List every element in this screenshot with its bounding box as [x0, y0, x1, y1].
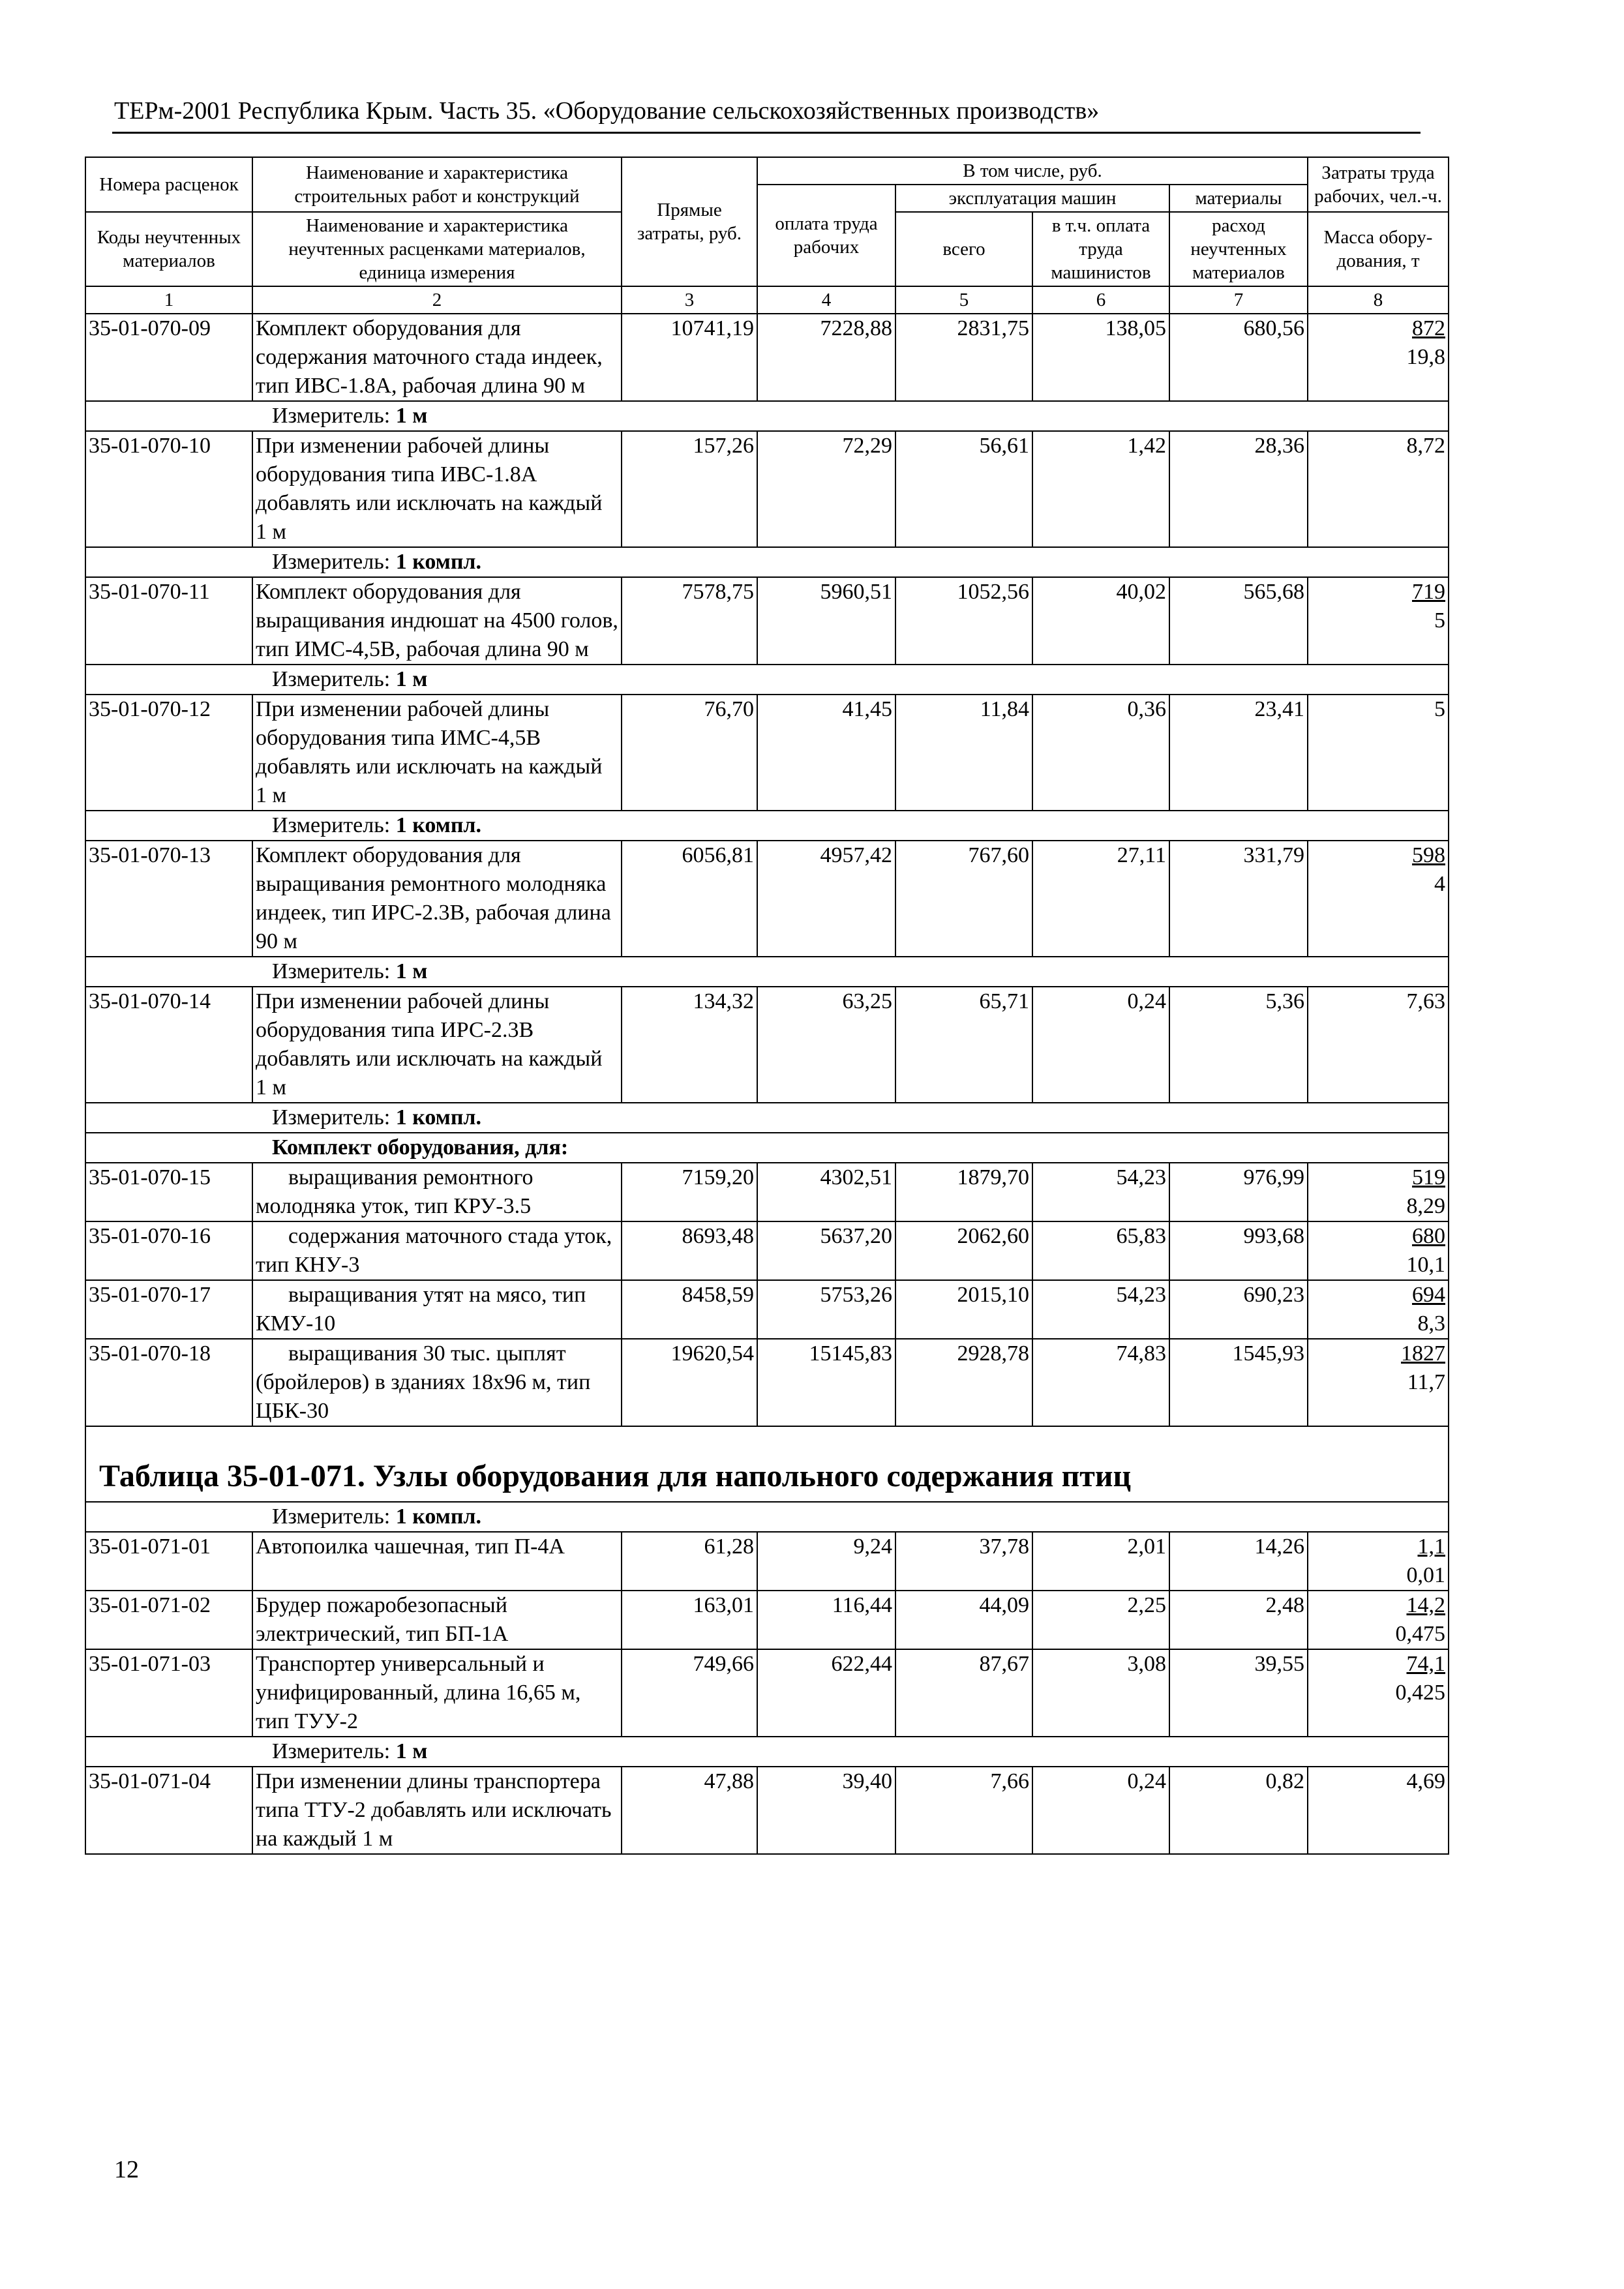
direct-costs: 47,88 [622, 1767, 757, 1854]
col-number: 4 [757, 286, 895, 314]
equipment-mass: 0,425 [1395, 1681, 1445, 1705]
head-labor-pay: оплата труда рабочих [757, 185, 895, 286]
labor-hours: 1,1 [1417, 1534, 1445, 1559]
head-machines: эксплуатация машин [895, 185, 1169, 212]
table-row [85, 1767, 1449, 1854]
materials: 28,36 [1169, 431, 1308, 547]
labor-hours: 74,1 [1406, 1652, 1445, 1676]
machines-total: 87,67 [895, 1649, 1032, 1737]
head-work-name: Наименование и характеристика строительных работ и конструкций [252, 157, 622, 212]
head-material-name: Наименование и характеристика неучтенных расценками материалов, единица измерения [252, 212, 622, 286]
rate-name: Комплект оборудования для выращивания индюшат на 4500 голов, тип ИМС-4,5В, рабочая длина 90 м [252, 577, 622, 665]
machines-labor: 2,25 [1032, 1591, 1169, 1649]
equipment-mass: 19,8 [1406, 345, 1445, 369]
table-row [85, 841, 1449, 957]
rate-code: 35-01-070-12 [85, 695, 252, 811]
col-number: 7 [1169, 286, 1308, 314]
rate-name-rest: уток, тип КНУ-3 [256, 1224, 612, 1277]
col-number: 3 [622, 286, 757, 314]
machines-total: 1052,56 [895, 577, 1032, 665]
labor-pay: 5637,20 [757, 1221, 895, 1280]
direct-costs: 76,70 [622, 695, 757, 811]
machines-total: 2831,75 [895, 314, 1032, 401]
rate-code: 35-01-070-14 [85, 987, 252, 1103]
subheader-row [85, 1133, 1449, 1163]
materials: 14,26 [1169, 1532, 1308, 1591]
labor-pay: 72,29 [757, 431, 895, 547]
head-direct-costs: Прямые затраты, руб. [622, 157, 757, 286]
materials: 23,41 [1169, 695, 1308, 811]
measure-unit: 1 компл. [395, 1504, 482, 1529]
head-material-codes: Коды неучтенных материалов [85, 212, 252, 286]
labor-hours: 598 [1412, 843, 1445, 867]
machines-labor: 54,23 [1032, 1163, 1169, 1221]
labor-and-mass [1308, 314, 1449, 401]
machines-labor: 74,83 [1032, 1339, 1169, 1426]
labor-pay: 7228,88 [757, 314, 895, 401]
measure-row [85, 1502, 1449, 1532]
materials: 690,23 [1169, 1280, 1308, 1339]
machines-total: 56,61 [895, 431, 1032, 547]
rate-code: 35-01-071-02 [85, 1591, 252, 1649]
rates-table [85, 157, 1449, 1855]
labor-hours: 7,63 [1406, 989, 1445, 1013]
measure-label: Измеритель: [272, 404, 391, 428]
materials: 976,99 [1169, 1163, 1308, 1221]
direct-costs: 134,32 [622, 987, 757, 1103]
rate-name: Комплект оборудования для содержания маточного стада индеек, тип ИВС-1.8А, рабочая длина 90 м [252, 314, 622, 401]
equipment-mass: 8,3 [1417, 1311, 1445, 1336]
rate-name: Автопоилка чашечная, тип П-4А [252, 1532, 622, 1591]
rate-code: 35-01-070-13 [85, 841, 252, 957]
table-caption: Таблица 35-01-071. Узлы оборудования для напольного содержания птиц [85, 1426, 1449, 1502]
machines-total: 11,84 [895, 695, 1032, 811]
measure-label: Измеритель: [272, 1504, 391, 1529]
rate-name-rest: (бройлеров) в зданиях 18х96 м, тип ЦБК-30 [256, 1370, 591, 1423]
table-row [85, 1339, 1449, 1426]
measure-label: Измеритель: [272, 667, 391, 691]
head-labor-cost: Затраты труда рабочих, чел.-ч. [1308, 157, 1449, 212]
page-header-title: ТЕРм-2001 Республика Крым. Часть 35. «Оборудование сельскохозяйственных производств» [114, 97, 1100, 125]
labor-hours: 4,69 [1406, 1769, 1445, 1793]
materials: 39,55 [1169, 1649, 1308, 1737]
labor-pay: 39,40 [757, 1767, 895, 1854]
labor-pay: 4302,51 [757, 1163, 895, 1221]
rate-name: При изменении рабочей длины оборудования типа ИМС-4,5В добавлять или исключать на каждый 1 м [252, 695, 622, 811]
table-row [85, 987, 1449, 1103]
measure-cell [85, 401, 1449, 431]
machines-total: 2062,60 [895, 1221, 1032, 1280]
machines-labor: 3,08 [1032, 1649, 1169, 1737]
measure-unit: 1 м [395, 1739, 428, 1763]
measure-unit: 1 компл. [395, 550, 482, 574]
rate-code: 35-01-071-04 [85, 1767, 252, 1854]
equipment-mass: 0,475 [1395, 1622, 1445, 1646]
head-including: В том числе, руб. [757, 157, 1308, 185]
rate-name-first: выращивания ремонтного [288, 1165, 534, 1189]
measure-row [85, 957, 1449, 987]
labor-and-mass [1308, 1532, 1449, 1591]
measure-unit: 1 м [395, 959, 428, 983]
measure-unit: 1 компл. [395, 1105, 482, 1130]
table-row [85, 1591, 1449, 1649]
labor-hours: 719 [1412, 580, 1445, 604]
direct-costs: 8458,59 [622, 1280, 757, 1339]
rate-name: При изменении рабочей длины оборудования типа ИРС-2.3В добавлять или исключать на каждый 1 м [252, 987, 622, 1103]
rate-name-first: выращивания 30 тыс. цыплят [288, 1341, 566, 1366]
head-machines-labor: в т.ч. оплата труда машинистов [1032, 212, 1169, 286]
labor-and-mass [1308, 987, 1449, 1103]
rate-code: 35-01-070-18 [85, 1339, 252, 1426]
measure-row [85, 665, 1449, 695]
machines-labor: 40,02 [1032, 577, 1169, 665]
header-rule [112, 132, 1421, 134]
equipment-mass: 4 [1434, 872, 1445, 896]
labor-pay: 5753,26 [757, 1280, 895, 1339]
labor-and-mass [1308, 1163, 1449, 1221]
head-machines-total: всего [895, 212, 1032, 286]
rate-name: Комплект оборудования для выращивания ремонтного молодняка индеек, тип ИРС-2.3В, рабочая длина 90 м [252, 841, 622, 957]
machines-labor: 65,83 [1032, 1221, 1169, 1280]
kit-subheader-text: Комплект оборудования, для: [272, 1135, 569, 1159]
labor-and-mass [1308, 431, 1449, 547]
measure-label: Измеритель: [272, 959, 391, 983]
machines-labor: 138,05 [1032, 314, 1169, 401]
machines-labor: 2,01 [1032, 1532, 1169, 1591]
labor-and-mass [1308, 841, 1449, 957]
kit-subheader [85, 1133, 1449, 1163]
labor-hours: 694 [1412, 1283, 1445, 1307]
direct-costs: 163,01 [622, 1591, 757, 1649]
direct-costs: 7578,75 [622, 577, 757, 665]
rate-name [252, 1280, 622, 1339]
rate-code: 35-01-070-09 [85, 314, 252, 401]
rate-code: 35-01-070-16 [85, 1221, 252, 1280]
rate-name-rest: КМУ-10 [256, 1311, 336, 1336]
machines-labor: 0,36 [1032, 695, 1169, 811]
rate-code: 35-01-070-15 [85, 1163, 252, 1221]
materials: 565,68 [1169, 577, 1308, 665]
labor-and-mass [1308, 1280, 1449, 1339]
table-body [85, 314, 1449, 1854]
rate-code: 35-01-070-11 [85, 577, 252, 665]
direct-costs: 19620,54 [622, 1339, 757, 1426]
equipment-mass: 0,01 [1406, 1563, 1445, 1587]
measure-cell [85, 547, 1449, 577]
measure-row [85, 401, 1449, 431]
labor-and-mass [1308, 1767, 1449, 1854]
labor-and-mass [1308, 1221, 1449, 1280]
machines-total: 767,60 [895, 841, 1032, 957]
rate-name-first: содержания маточного стада [288, 1224, 559, 1248]
labor-pay: 622,44 [757, 1649, 895, 1737]
page-number: 12 [114, 2156, 139, 2183]
col-number: 6 [1032, 286, 1169, 314]
direct-costs: 10741,19 [622, 314, 757, 401]
machines-total: 2015,10 [895, 1280, 1032, 1339]
rate-code: 35-01-071-03 [85, 1649, 252, 1737]
measure-cell [85, 957, 1449, 987]
measure-row [85, 1737, 1449, 1767]
table-head [85, 157, 1449, 314]
labor-hours: 5 [1434, 697, 1445, 721]
materials: 0,82 [1169, 1767, 1308, 1854]
rate-code: 35-01-070-17 [85, 1280, 252, 1339]
materials: 2,48 [1169, 1591, 1308, 1649]
direct-costs: 749,66 [622, 1649, 757, 1737]
direct-costs: 61,28 [622, 1532, 757, 1591]
equipment-mass: 10,1 [1406, 1253, 1445, 1277]
head-materials-unaccounted: расход неучтенных материалов [1169, 212, 1308, 286]
measure-cell [85, 1502, 1449, 1532]
labor-hours: 14,2 [1406, 1593, 1445, 1617]
labor-and-mass [1308, 577, 1449, 665]
rate-name: При изменении рабочей длины оборудования типа ИВС-1.8А добавлять или исключать на каждый 1 м [252, 431, 622, 547]
rate-name [252, 1221, 622, 1280]
direct-costs: 8693,48 [622, 1221, 757, 1280]
labor-pay: 116,44 [757, 1591, 895, 1649]
rate-name [252, 1163, 622, 1221]
table-row [85, 1221, 1449, 1280]
materials: 331,79 [1169, 841, 1308, 957]
labor-pay: 4957,42 [757, 841, 895, 957]
rate-name: Брудер пожаробезопасный электрический, тип БП-1А [252, 1591, 622, 1649]
measure-unit: 1 м [395, 404, 428, 428]
rate-name: При изменении длины транспортера типа ТТУ-2 добавлять или исключать на каждый 1 м [252, 1767, 622, 1854]
measure-label: Измеритель: [272, 1105, 391, 1130]
labor-pay: 9,24 [757, 1532, 895, 1591]
equipment-mass: 5 [1434, 608, 1445, 633]
head-equipment-mass: Масса обору-дования, т [1308, 212, 1449, 286]
measure-label: Измеритель: [272, 813, 391, 837]
rate-name-rest: молодняка уток, тип КРУ-3.5 [256, 1194, 532, 1218]
head-materials: материалы [1169, 185, 1308, 212]
machines-labor: 54,23 [1032, 1280, 1169, 1339]
labor-and-mass [1308, 695, 1449, 811]
measure-cell [85, 811, 1449, 841]
table-row [85, 1280, 1449, 1339]
table-row [85, 1649, 1449, 1737]
table-row [85, 1163, 1449, 1221]
labor-and-mass [1308, 1649, 1449, 1737]
table-caption-row [85, 1426, 1449, 1502]
machines-labor: 27,11 [1032, 841, 1169, 957]
measure-label: Измеритель: [272, 1739, 391, 1763]
labor-pay: 5960,51 [757, 577, 895, 665]
machines-total: 37,78 [895, 1532, 1032, 1591]
table-row [85, 431, 1449, 547]
col-number: 2 [252, 286, 622, 314]
measure-cell [85, 1103, 1449, 1133]
materials: 680,56 [1169, 314, 1308, 401]
labor-hours: 680 [1412, 1224, 1445, 1248]
labor-hours: 1827 [1401, 1341, 1445, 1366]
direct-costs: 157,26 [622, 431, 757, 547]
col-number: 8 [1308, 286, 1449, 314]
machines-total: 65,71 [895, 987, 1032, 1103]
measure-unit: 1 м [395, 667, 428, 691]
machines-total: 7,66 [895, 1767, 1032, 1854]
measure-label: Измеритель: [272, 550, 391, 574]
rate-name-first: выращивания утят на мясо, тип [288, 1283, 586, 1307]
measure-cell [85, 665, 1449, 695]
machines-labor: 0,24 [1032, 987, 1169, 1103]
direct-costs: 7159,20 [622, 1163, 757, 1221]
head-rate-numbers: Номера расценок [85, 157, 252, 212]
measure-row [85, 1103, 1449, 1133]
machines-labor: 1,42 [1032, 431, 1169, 547]
labor-and-mass [1308, 1591, 1449, 1649]
machines-total: 2928,78 [895, 1339, 1032, 1426]
table-row [85, 577, 1449, 665]
col-number: 5 [895, 286, 1032, 314]
labor-pay: 41,45 [757, 695, 895, 811]
table-row [85, 1532, 1449, 1591]
rate-code: 35-01-071-01 [85, 1532, 252, 1591]
measure-cell [85, 1737, 1449, 1767]
machines-total: 44,09 [895, 1591, 1032, 1649]
rate-code: 35-01-070-10 [85, 431, 252, 547]
measure-row [85, 811, 1449, 841]
rate-name: Транспортер универсальный и унифицированный, длина 16,65 м, тип ТУУ-2 [252, 1649, 622, 1737]
rate-name [252, 1339, 622, 1426]
labor-pay: 63,25 [757, 987, 895, 1103]
table-row [85, 314, 1449, 401]
labor-hours: 519 [1412, 1165, 1445, 1189]
machines-labor: 0,24 [1032, 1767, 1169, 1854]
direct-costs: 6056,81 [622, 841, 757, 957]
labor-and-mass [1308, 1339, 1449, 1426]
table-row [85, 695, 1449, 811]
materials: 5,36 [1169, 987, 1308, 1103]
measure-row [85, 547, 1449, 577]
col-number: 1 [85, 286, 252, 314]
equipment-mass: 8,29 [1406, 1194, 1445, 1218]
materials: 1545,93 [1169, 1339, 1308, 1426]
equipment-mass: 11,7 [1407, 1370, 1445, 1394]
measure-unit: 1 компл. [395, 813, 482, 837]
machines-total: 1879,70 [895, 1163, 1032, 1221]
labor-hours: 8,72 [1406, 434, 1445, 458]
labor-pay: 15145,83 [757, 1339, 895, 1426]
labor-hours: 872 [1412, 316, 1445, 340]
materials: 993,68 [1169, 1221, 1308, 1280]
column-number-row [85, 286, 1449, 314]
